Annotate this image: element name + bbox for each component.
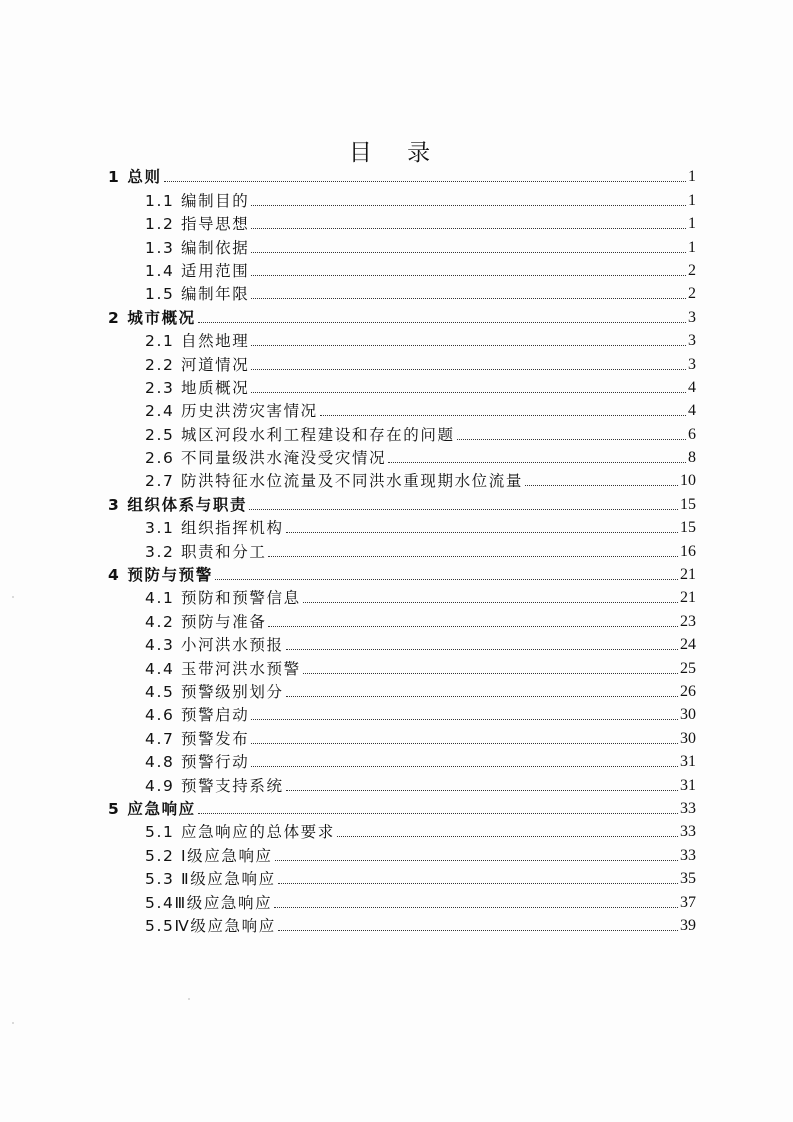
toc-entry-label: 4.7 预警发布 <box>145 729 250 748</box>
toc-dot-leader <box>286 532 678 533</box>
toc-page-number: 8 <box>688 449 696 467</box>
toc-chapter-entry[interactable] <box>108 561 696 584</box>
toc-page-number: 6 <box>688 425 696 443</box>
toc-dot-leader <box>525 485 678 486</box>
toc-chapter-entry[interactable] <box>108 490 696 513</box>
toc-dot-leader <box>251 252 686 253</box>
toc-section-entry[interactable] <box>108 912 696 935</box>
toc-entry-label: 5.5Ⅳ级应急响应 <box>145 916 276 935</box>
toc-page-number: 1 <box>688 191 696 209</box>
toc-entry-label: 1.2 指导思想 <box>145 215 250 234</box>
toc-section-entry[interactable] <box>108 233 696 256</box>
toc-title: 目 录 <box>348 140 445 166</box>
toc-entry-label: 1 总则 <box>108 168 162 187</box>
toc-dot-leader <box>275 860 678 861</box>
toc-dot-leader <box>320 415 686 416</box>
toc-section-entry[interactable] <box>108 631 696 654</box>
toc-dot-leader <box>164 181 686 182</box>
toc-section-entry[interactable] <box>108 654 696 677</box>
toc-section-entry[interactable] <box>108 724 696 747</box>
toc-page-number: 33 <box>680 799 696 817</box>
toc-dot-leader <box>251 392 686 393</box>
toc-page-number: 33 <box>680 823 696 841</box>
toc-section-entry[interactable] <box>108 537 696 560</box>
toc-dot-leader <box>268 556 678 557</box>
toc-section-entry[interactable] <box>108 818 696 841</box>
toc-page-number: 31 <box>680 776 696 794</box>
toc-page-number: 15 <box>680 519 696 537</box>
toc-page-number: 39 <box>680 916 696 934</box>
toc-section-entry[interactable] <box>108 701 696 724</box>
toc-section-entry[interactable] <box>108 678 696 701</box>
toc-entry-label: 1.3 编制依据 <box>145 238 250 257</box>
toc-section-entry[interactable] <box>108 841 696 864</box>
toc-entry-label: 4.2 预防与准备 <box>145 612 267 631</box>
toc-page-number: 1 <box>688 238 696 256</box>
toc-section-entry[interactable] <box>108 397 696 420</box>
toc-dot-leader <box>251 369 686 370</box>
toc-dot-leader <box>268 626 678 627</box>
toc-entry-label: 1.5 编制年限 <box>145 285 250 304</box>
toc-dot-leader <box>286 696 678 697</box>
toc-section-entry[interactable] <box>108 280 696 303</box>
toc-entry-label: 4 预防与预警 <box>108 566 213 585</box>
toc-section-entry[interactable] <box>108 865 696 888</box>
toc-entry-label: 2.6 不同量级洪水淹没受灾情况 <box>145 449 387 468</box>
toc-entry-label: 2.3 地质概况 <box>145 378 250 397</box>
toc-section-entry[interactable] <box>108 888 696 911</box>
toc-dot-leader <box>274 907 678 908</box>
toc-section-entry[interactable] <box>108 210 696 233</box>
toc-page-number: 4 <box>688 378 696 396</box>
toc-page-number: 30 <box>680 729 696 747</box>
toc-section-entry[interactable] <box>108 514 696 537</box>
toc-section-entry[interactable] <box>108 420 696 443</box>
toc-dot-leader <box>337 836 678 837</box>
toc-entry-label: 2.1 自然地理 <box>145 332 250 351</box>
toc-dot-leader <box>286 790 678 791</box>
toc-entry-label: 1.1 编制目的 <box>145 191 250 210</box>
toc-entry-label: 2.7 防洪特征水位流量及不同洪水重现期水位流量 <box>145 472 523 491</box>
toc-page-number: 33 <box>680 846 696 864</box>
toc-page-number: 3 <box>688 332 696 350</box>
toc-dot-leader <box>278 883 678 884</box>
toc-section-entry[interactable] <box>108 257 696 280</box>
toc-dot-leader <box>251 743 678 744</box>
toc-page-number: 10 <box>680 472 696 490</box>
toc-section-entry[interactable] <box>108 327 696 350</box>
toc-dot-leader <box>388 462 686 463</box>
toc-page-number: 3 <box>688 355 696 373</box>
toc-entry-label: 3.1 组织指挥机构 <box>145 519 284 538</box>
toc-dot-leader <box>251 228 686 229</box>
toc-entry-label: 4.6 预警启动 <box>145 706 250 725</box>
toc-dot-leader <box>198 813 678 814</box>
toc-entry-label: 4.4 玉带河洪水预警 <box>145 659 301 678</box>
toc-entry-label: 2 城市概况 <box>108 308 196 327</box>
toc-page-number: 37 <box>680 893 696 911</box>
toc-dot-leader <box>303 673 678 674</box>
toc-page-number: 31 <box>680 753 696 771</box>
toc-page-number: 26 <box>680 682 696 700</box>
toc-page-number: 35 <box>680 870 696 888</box>
toc-dot-leader <box>286 649 678 650</box>
toc-entry-label: 2.4 历史洪涝灾害情况 <box>145 402 318 421</box>
toc-chapter-entry[interactable] <box>108 795 696 818</box>
toc-entry-label: 2.2 河道情况 <box>145 355 250 374</box>
toc-section-entry[interactable] <box>108 584 696 607</box>
toc-section-entry[interactable] <box>108 444 696 467</box>
toc-entry-label: 5.1 应急响应的总体要求 <box>145 823 335 842</box>
toc-entry-label: 4.3 小河洪水预报 <box>145 636 284 655</box>
toc-dot-leader <box>303 602 678 603</box>
toc-page-number: 2 <box>688 285 696 303</box>
toc-dot-leader <box>278 930 678 931</box>
toc-dot-leader <box>249 509 678 510</box>
toc-page-number: 1 <box>688 168 696 186</box>
scan-speck <box>188 998 190 1000</box>
toc-entry-label: 4.8 预警行动 <box>145 753 250 772</box>
toc-entry-label: 5.2 Ⅰ级应急响应 <box>145 846 273 865</box>
toc-page-number: 23 <box>680 612 696 630</box>
toc-section-entry[interactable] <box>108 607 696 630</box>
toc-section-entry[interactable] <box>108 374 696 397</box>
toc-dot-leader <box>251 275 686 276</box>
toc-dot-leader <box>251 719 678 720</box>
scan-speck <box>12 596 14 598</box>
toc-page-number: 1 <box>688 215 696 233</box>
toc-page-number: 21 <box>680 589 696 607</box>
toc-page-number: 16 <box>680 542 696 560</box>
toc-entry-label: 4.5 预警级别划分 <box>145 682 284 701</box>
toc-entry-label: 4.9 预警支持系统 <box>145 776 284 795</box>
toc-dot-leader <box>198 322 686 323</box>
scan-speck <box>12 1022 14 1024</box>
toc-entry-label: 5 应急响应 <box>108 799 196 818</box>
toc-section-entry[interactable] <box>108 350 696 373</box>
toc-dot-leader <box>251 766 678 767</box>
toc-entry-label: 5.4Ⅲ级应急响应 <box>145 893 273 912</box>
toc-page-number: 3 <box>688 308 696 326</box>
toc-dot-leader <box>215 579 678 580</box>
toc-entry-label: 2.5 城区河段水利工程建设和存在的问题 <box>145 425 455 444</box>
toc-page-number: 2 <box>688 261 696 279</box>
toc-section-entry[interactable] <box>108 467 696 490</box>
table-of-contents <box>108 163 696 935</box>
toc-page-number: 21 <box>680 566 696 584</box>
toc-section-entry[interactable] <box>108 186 696 209</box>
toc-page-number: 30 <box>680 706 696 724</box>
toc-section-entry[interactable] <box>108 771 696 794</box>
toc-section-entry[interactable] <box>108 748 696 771</box>
toc-entry-label: 3.2 职责和分工 <box>145 542 267 561</box>
toc-page-number: 25 <box>680 659 696 677</box>
toc-chapter-entry[interactable] <box>108 303 696 326</box>
toc-entry-label: 4.1 预防和预警信息 <box>145 589 301 608</box>
toc-dot-leader <box>251 345 686 346</box>
toc-chapter-entry[interactable] <box>108 163 696 186</box>
toc-entry-label: 3 组织体系与职责 <box>108 495 248 514</box>
toc-entry-label: 1.4 适用范围 <box>145 261 250 280</box>
toc-page-number: 24 <box>680 636 696 654</box>
toc-page-number: 15 <box>680 495 696 513</box>
toc-dot-leader <box>457 439 686 440</box>
toc-entry-label: 5.3 Ⅱ级应急响应 <box>145 870 276 889</box>
toc-page-number: 4 <box>688 402 696 420</box>
toc-dot-leader <box>251 298 686 299</box>
toc-dot-leader <box>251 205 686 206</box>
